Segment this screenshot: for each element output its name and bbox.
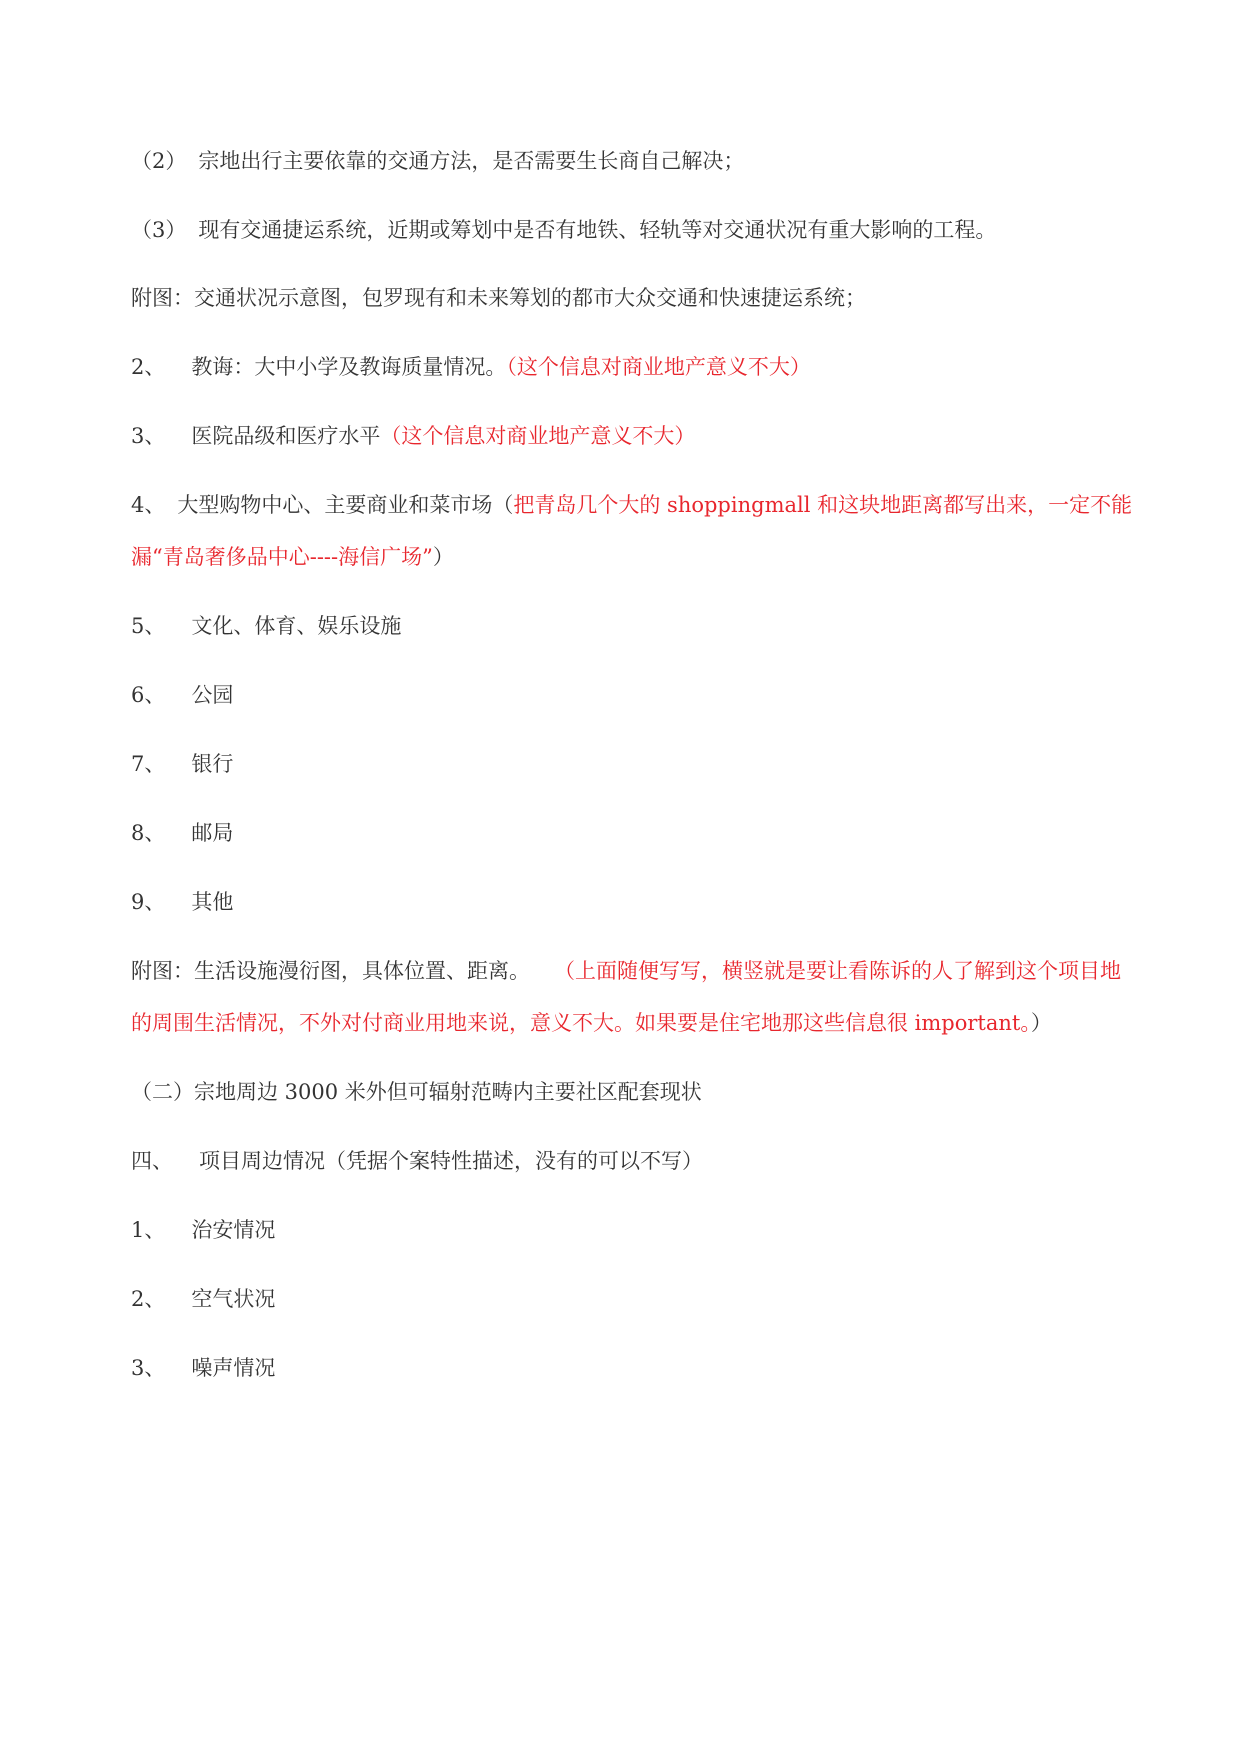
doc-line-transit-system (131, 215, 1141, 245)
doc-line-noise (131, 1353, 1141, 1383)
doc-line-facility-map (131, 956, 1141, 986)
item-number: （3） (131, 218, 187, 242)
doc-line-shopping-cont (131, 542, 1141, 572)
item-number: 1、 (131, 1218, 166, 1242)
doc-section-heading-surroundings (131, 1146, 1141, 1176)
line-text: ） (1030, 1011, 1052, 1035)
doc-line-air (131, 1284, 1141, 1314)
doc-line-other (131, 887, 1141, 917)
red-annotation: （这个信息对商业地产意义不大） (380, 424, 696, 448)
doc-line-traffic-map (131, 283, 1141, 313)
doc-line-culture (131, 611, 1141, 641)
doc-line-shopping (131, 490, 1141, 520)
line-text: 噪声情况 (191, 1356, 276, 1380)
item-number: 3、 (131, 424, 166, 448)
line-text: 文化、体育、娱乐设施 (191, 614, 402, 638)
line-text: ） (432, 545, 454, 569)
item-number: 8、 (131, 821, 166, 845)
line-text: 现有交通捷运系统，近期或筹划中是否有地铁、轻轨等对交通状况有重大影响的工程。 (198, 218, 997, 242)
doc-line-park (131, 680, 1141, 710)
red-annotation: 的周围生活情况，不外对付商业用地来说，意义不大。如果要是住宅地那这些信息很 important。 (131, 1011, 1031, 1035)
red-annotation: 把青岛几个大的 shoppingmall 和这块地距离都写出来，一定不能 (513, 493, 1133, 517)
item-number: 2、 (131, 1287, 166, 1311)
red-annotation: 漏“青岛奢侈品中心----海信广场” (131, 545, 433, 569)
section-number: 四、 (131, 1149, 173, 1173)
line-text: 附图：生活设施漫衍图，具体位置、距离。 (131, 959, 530, 983)
line-text: 附图：交通状况示意图，包罗现有和未来筹划的都市大众交通和快速捷运系统； (131, 286, 866, 310)
red-annotation: （这个信息对商业地产意义不大） (506, 355, 811, 379)
line-text: 大型购物中心、主要商业和菜市场（ (177, 493, 514, 517)
item-number: 6、 (131, 683, 166, 707)
doc-line-post-office (131, 818, 1141, 848)
item-number: 3、 (131, 1356, 166, 1380)
doc-line-community-support (131, 1077, 1141, 1107)
line-text: （二）宗地周边 3000 米外但可辐射范畴内主要社区配套现状 (131, 1080, 702, 1104)
doc-line-traffic-method (131, 146, 1141, 176)
doc-line-education (131, 352, 1141, 382)
line-text: 其他 (191, 890, 234, 914)
line-text: 项目周边情况（凭据个案特性描述，没有的可以不写） (199, 1149, 703, 1173)
line-text: 邮局 (191, 821, 234, 845)
doc-line-hospital (131, 421, 1141, 451)
doc-line-facility-map-cont (131, 1008, 1141, 1038)
item-number: 5、 (131, 614, 166, 638)
item-number: 4、 (131, 493, 166, 517)
line-text: 教诲：大中小学及教诲质量情况。 (191, 355, 507, 379)
doc-line-security (131, 1215, 1141, 1245)
line-text: 空气状况 (191, 1287, 276, 1311)
item-number: （2） (131, 149, 187, 173)
red-annotation: （上面随便写写，横竖就是要让看陈诉的人了解到这个项目地 (554, 959, 1121, 983)
line-text: 治安情况 (191, 1218, 276, 1242)
line-text: 银行 (191, 752, 234, 776)
line-text: 医院品级和医疗水平 (191, 424, 381, 448)
item-number: 9、 (131, 890, 166, 914)
item-number: 7、 (131, 752, 166, 776)
line-text: 公园 (191, 683, 234, 707)
doc-line-bank (131, 749, 1141, 779)
item-number: 2、 (131, 355, 166, 379)
line-text: 宗地出行主要依靠的交通方法，是否需要生长商自己解决； (198, 149, 745, 173)
